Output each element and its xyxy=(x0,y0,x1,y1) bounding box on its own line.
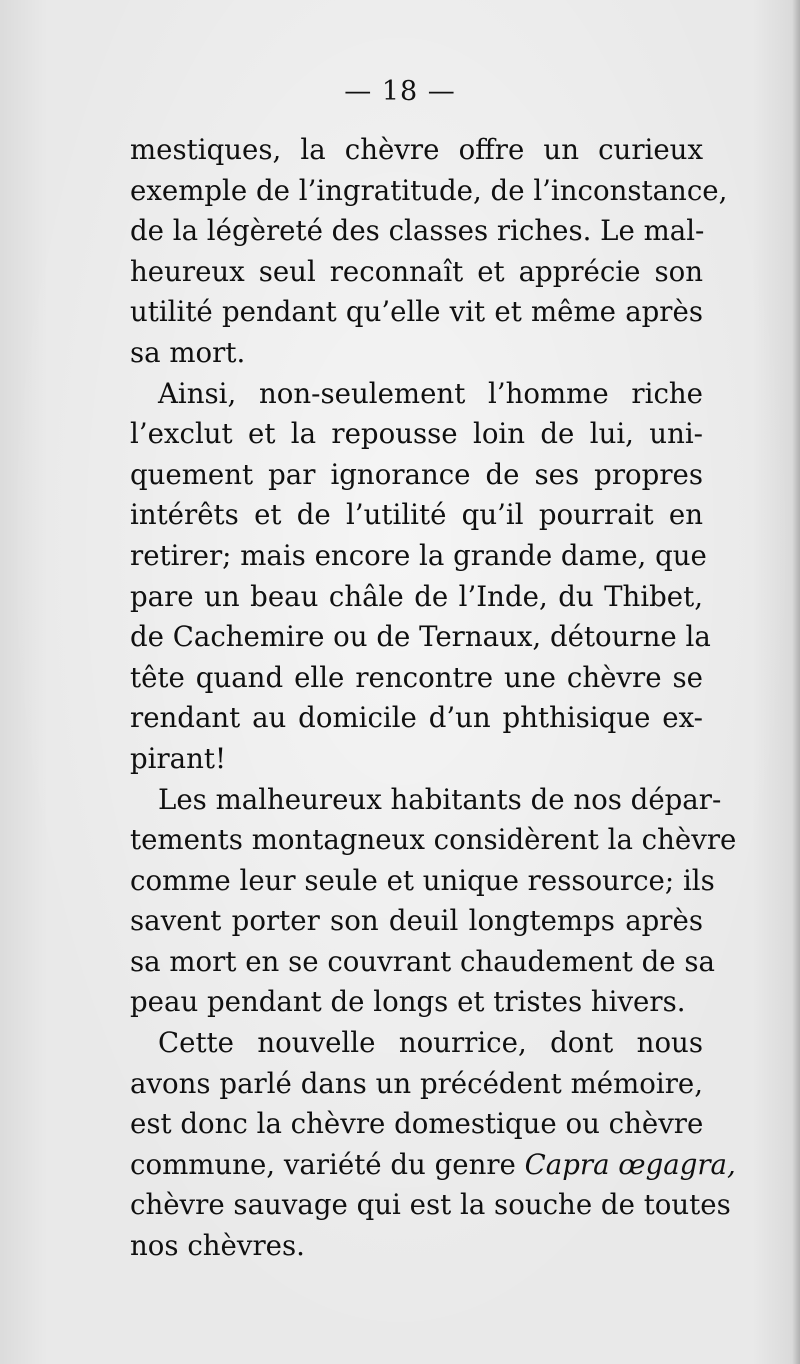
text-line xyxy=(130,1104,703,1145)
text-line-content: heureux seul reconnaît et apprécie son xyxy=(130,254,703,288)
text-line-content: chèvre sauvage qui est la souche de toutes xyxy=(130,1188,731,1222)
text-line-content: rendant au domicile d’un phthisique ex- xyxy=(130,701,703,735)
italic-term: Capra œgagra, xyxy=(524,1147,736,1181)
text-line xyxy=(130,942,715,983)
text-line xyxy=(130,861,715,902)
text-line xyxy=(130,780,722,821)
text-line-content: pare un beau châle de l’Inde, du Thibet, xyxy=(130,579,703,613)
text-line-content: tête quand elle rencontre une chèvre se xyxy=(130,660,703,694)
text-line xyxy=(130,252,703,293)
page-number: — 18 — xyxy=(344,76,456,107)
text-line xyxy=(130,1145,736,1186)
text-line-content: Ainsi, non-seulement l’homme riche xyxy=(158,376,703,410)
text-line xyxy=(130,455,703,496)
text-line xyxy=(130,536,707,577)
text-line xyxy=(130,982,703,1023)
text-line-content: avons parlé dans un précédent mémoire, xyxy=(130,1066,703,1100)
text-line xyxy=(130,495,703,536)
text-line xyxy=(130,739,703,780)
text-line-content: quement par ignorance de ses propres xyxy=(130,457,703,491)
text-line xyxy=(130,901,703,942)
text-line xyxy=(130,130,703,171)
text-line-content: pirant! xyxy=(130,741,227,775)
text-line xyxy=(130,1064,703,1105)
text-line-content: intérêts et de l’utilité qu’il pourrait en xyxy=(130,498,703,532)
text-line xyxy=(130,698,703,739)
text-line-content: retirer; mais encore la grande dame, que xyxy=(130,538,707,572)
text-line-content: de Cachemire ou de Ternaux, détourne la xyxy=(130,620,711,654)
text-line xyxy=(130,617,711,658)
text-line-content: sa mort. xyxy=(130,335,246,369)
text-line-content: exemple de l’ingratitude, de l’inconstance, xyxy=(130,173,728,207)
body-text xyxy=(130,130,737,1267)
text-line-content: est donc la chèvre domestique ou chèvre xyxy=(130,1107,704,1141)
text-line xyxy=(130,171,728,212)
text-line xyxy=(130,1185,731,1226)
text-line-content: sa mort en se couvrant chaudement de sa xyxy=(130,944,715,978)
text-line-content: commune, variété du genre xyxy=(130,1147,525,1181)
text-line xyxy=(130,577,703,618)
text-line-content: l’exclut et la repousse loin de lui, uni- xyxy=(130,417,703,451)
text-line-content: comme leur seule et unique ressource; ils xyxy=(130,863,715,897)
text-line-content: peau pendant de longs et tristes hivers. xyxy=(130,985,686,1019)
text-line xyxy=(130,292,703,333)
text-line xyxy=(130,333,703,374)
text-line-content: mestiques, la chèvre offre un curieux xyxy=(130,133,703,166)
text-line xyxy=(130,1023,703,1064)
text-line xyxy=(130,1226,703,1267)
text-line xyxy=(130,414,703,455)
text-line-content: nos chèvres. xyxy=(130,1229,305,1263)
text-line-content: savent porter son deuil longtemps après xyxy=(130,904,703,938)
text-line-content: Les malheureux habitants de nos dépar- xyxy=(158,782,722,816)
text-line-content: utilité pendant qu’elle vit et même après xyxy=(130,295,703,329)
text-line xyxy=(130,374,703,415)
text-line-content: Cette nouvelle nourrice, dont nous xyxy=(158,1026,703,1060)
text-line xyxy=(130,820,737,861)
text-line xyxy=(130,211,703,252)
text-line-content: tements montagneux considèrent la chèvre xyxy=(130,823,737,857)
text-line-content: de la légèreté des classes riches. Le mal- xyxy=(130,214,705,248)
text-line xyxy=(130,658,703,699)
